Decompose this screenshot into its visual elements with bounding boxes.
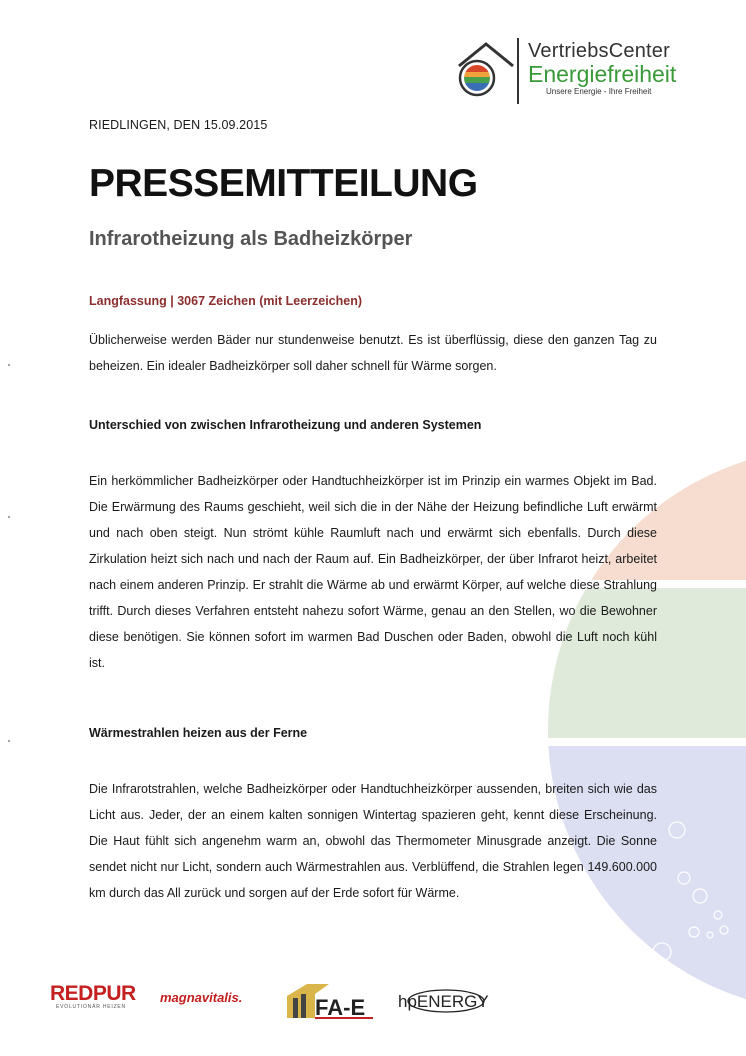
hpenergy-wordmark: hpENERGY [398, 992, 489, 1011]
redpur-logo [50, 984, 136, 1011]
dateline: RIEDLINGEN, DEN 15.09.2015 [89, 118, 268, 132]
logo-line2: Energiefreiheit [528, 61, 677, 87]
company-logo [455, 38, 705, 108]
page-subtitle: Infrarotheizung als Badheizkörper [89, 228, 413, 250]
house-sun-icon [455, 38, 517, 104]
margin-dot [8, 516, 10, 518]
section2-paragraph: Die Infrarotstrahlen, welche Badheizkörper oder Handtuchheizkörper aussenden, breiten sich wie das Licht aus. Jeder, der an einem kalten sonnigen Wintertag spazieren geht, kennt diese Erscheinung. Die Haut fühlt sich angenehm warm an, obwohl das Thermometer Minusgrade anzeigt. Die Sonne sendet nicht nur Licht, sondern auch Wärmestrahlen aus. Verblüffend, die Strahlen legen 149.600.000 km durch das All zurück und sorgen auf der Erde sofort für Wärme. [89, 782, 657, 900]
magnavitalis-logo: magnavitalis. [160, 990, 243, 1005]
margin-dot [8, 740, 10, 742]
logo-divider [517, 38, 519, 104]
length-note: Langfassung | 3067 Zeichen (mit Leerzeichen) [89, 294, 363, 308]
hpenergy-logo [398, 986, 490, 1016]
page-title: PRESSEMITTEILUNG [89, 162, 478, 205]
section1-heading: Unterschied von zwischen Infrarotheizung und anderen Systemen [89, 418, 482, 432]
margin-dot [8, 364, 10, 366]
section2-heading: Wärmestrahlen heizen aus der Ferne [89, 726, 308, 740]
logo-line1: VertriebsCenter [528, 40, 670, 62]
intro-paragraph: Üblicherweise werden Bäder nur stundenweise benutzt. Es ist überflüssig, diese den ganzen Tag zu beheizen. Ein idealer Badheizkörper soll daher schnell für Wärme sorgen. [89, 333, 657, 373]
partner-logos [50, 982, 510, 1022]
logo-tagline: Unsere Energie - Ihre Freiheit [546, 87, 652, 96]
section1-paragraph: Ein herkömmlicher Badheizkörper oder Handtuchheizkörper ist im Prinzip ein warmes Objekt im Bad. Die Erwärmung des Raums geschieht, weil sich die in der Nähe der Heizung befindliche Luft erwärmt und nach oben steigt. Nun strömt kühle Raumluft nach und erwärmt sich ebenfalls. Durch diese Zirkulation heizt sich nach und nach der Raum auf. Ein Badheizkörper, der über Infrarot heizt, arbeitet nach einem anderen Prinzip. Er strahlt die Wärme ab und erwärmt Körper, auf welche diese Strahlung trifft. Durch dieses Verfahren entsteht nahezu sofort Wärme, genau an den Stellen, wo die Bewohner diese benötigen. Sie können sofort im warmen Bad Duschen oder Baden, obwohl die Luft noch kühl ist. [89, 474, 657, 670]
fae-wordmark: FA-E [315, 995, 366, 1020]
redpur-wordmark: REDPUR [50, 982, 136, 1005]
fae-logo [285, 982, 375, 1020]
redpur-tagline: EVOLUTIONÄR HEIZEN [56, 1004, 126, 1010]
